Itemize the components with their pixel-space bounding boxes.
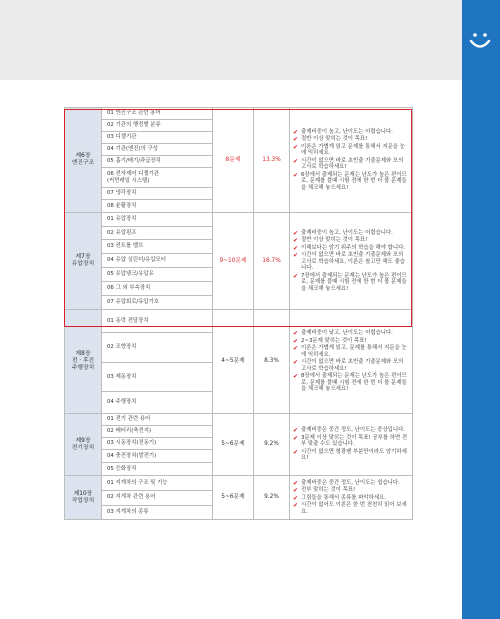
topic-item: 02 지게차 관련 용어 xyxy=(102,490,213,505)
topic-item: 01 전기 관련 용어 xyxy=(102,414,213,426)
tip-item xyxy=(293,136,408,142)
tip-item xyxy=(293,480,408,486)
tip-text: 이해보다는 암기 위주의 학습을 해야 합니다. xyxy=(301,244,406,251)
topic-item: 03 제동장치 xyxy=(102,363,213,392)
side-tab xyxy=(462,0,500,619)
tip-item xyxy=(293,502,408,515)
topic-item: 04 유압 실린더/유압모터 xyxy=(102,254,213,268)
exam-share: 16.7% xyxy=(254,213,290,310)
checkmark-icon: ✔ xyxy=(293,157,299,165)
tip-item xyxy=(293,373,408,392)
table-row xyxy=(65,414,413,426)
table-row xyxy=(65,476,413,491)
tip-item xyxy=(293,487,408,493)
tip-text: 7장에서 출제되는 문제는 난도가 높은 편이므로, 문제를 풀때 시험 전에 한 번 더 볼 문제들을 체크해 놓으세요! xyxy=(301,272,407,292)
tip-text: 시간이 없으면 바로 초빈출 기출문제와 모의고사로 학습하세요! xyxy=(301,359,404,372)
checkmark-icon: ✔ xyxy=(293,487,299,495)
tip-item xyxy=(293,172,408,191)
topic-item: 04 충전장치(발전기) xyxy=(102,450,213,463)
question-count: 5~6문제 xyxy=(213,414,254,476)
checkmark-icon: ✔ xyxy=(293,434,299,442)
topic-item: 01 엔진구조 관련 용어 xyxy=(102,108,213,120)
checkmark-icon: ✔ xyxy=(293,373,299,381)
study-tips xyxy=(290,476,413,520)
table-row xyxy=(65,310,413,333)
checkmark-icon: ✔ xyxy=(293,502,299,510)
tip-item xyxy=(293,345,408,358)
tip-item xyxy=(293,495,408,501)
tip-item xyxy=(293,435,408,448)
checkmark-icon: ✔ xyxy=(293,330,299,338)
tip-item xyxy=(293,245,408,251)
topic-item: 03 디젤기관 xyxy=(102,132,213,144)
tip-item xyxy=(293,144,408,157)
tip-text: 절반 이상 맞히는 것이 목표! xyxy=(301,237,368,244)
tip-text: 출제비중은 중간 정도, 난이도는 쉽습니다. xyxy=(301,480,400,486)
tip-text: 그림들을 통해서 종류를 파악하세요. xyxy=(301,494,386,501)
tip-item xyxy=(293,273,408,292)
exam-share: 8.3% xyxy=(254,310,290,414)
chapter-title: 제6장 엔진구조 xyxy=(65,108,102,213)
tip-text: 시간이 없으면 형광펜 부분만이라도 암기하세요! xyxy=(301,448,407,462)
checkmark-icon: ✔ xyxy=(293,171,299,179)
tip-text: 이론은 가볍게 읽고 문제를 통해서 지문을 눈에 익히세요. xyxy=(301,143,406,157)
tip-item xyxy=(293,427,408,433)
topic-item: 04 주행장치 xyxy=(102,392,213,414)
topic-item: 06 전자제어 디젤기관 (커먼레일 시스템) xyxy=(102,168,213,188)
topic-item: 02 배터리(축전지) xyxy=(102,426,213,438)
topic-item: 08 윤활장치 xyxy=(102,200,213,213)
topic-item: 05 유압탱크/유압유 xyxy=(102,268,213,282)
topic-item: 01 지게차의 구조 및 기능 xyxy=(102,476,213,491)
checkmark-icon: ✔ xyxy=(293,252,299,260)
checkmark-icon: ✔ xyxy=(293,448,299,456)
topic-item: 01 동력 전달장치 xyxy=(102,310,213,333)
topic-item: 01 유압장치 xyxy=(102,213,213,227)
checkmark-icon: ✔ xyxy=(293,237,299,245)
tip-text: 2~3문제 맞히는 것이 목표! xyxy=(301,337,367,344)
exam-share: 9.2% xyxy=(254,476,290,520)
topic-item: 03 컨트롤 밸브 xyxy=(102,240,213,254)
checkmark-icon: ✔ xyxy=(293,128,299,136)
tip-item xyxy=(293,338,408,344)
question-count: 9~10문제 xyxy=(213,213,254,310)
checkmark-icon: ✔ xyxy=(293,272,299,280)
topic-item: 07 유압회로/유압기호 xyxy=(102,296,213,310)
topic-item: 03 지게차의 종류 xyxy=(102,505,213,520)
chapter-title: 제7장 유압장치 xyxy=(65,213,102,310)
question-count: 5~6문제 xyxy=(213,476,254,520)
topic-item: 02 기관의 행정별 분류 xyxy=(102,120,213,132)
tip-text: 시간이 없으면 바로 초빈출 기출문제와 모의고사로 학습하세요, 이론은 참고만 해도 좋습니다. xyxy=(301,252,406,272)
exam-share: 9.2% xyxy=(254,414,290,476)
topic-item: 07 냉각장치 xyxy=(102,188,213,200)
checkmark-icon: ✔ xyxy=(293,136,299,144)
question-count: 4~5문제 xyxy=(213,310,254,414)
checkmark-icon: ✔ xyxy=(293,480,299,487)
topic-item: 02 유압펌프 xyxy=(102,227,213,240)
tip-item xyxy=(293,330,408,336)
checkmark-icon: ✔ xyxy=(293,359,299,367)
tip-text: 3문제 이상 맞히는 것이 목표! 공부를 하면 전부 맞출 수도 있습니다. xyxy=(301,434,408,448)
tip-item xyxy=(293,449,408,462)
study-tips xyxy=(290,414,413,476)
tip-text: 출제비중이 낮고, 난이도는 어렵습니다. xyxy=(301,330,393,337)
question-count: 8문제 xyxy=(213,108,254,213)
topic-item: 03 시동장치(전동기) xyxy=(102,438,213,450)
smiley-icon xyxy=(466,26,494,54)
tip-text: 6장에서 출제되는 문제는 난도가 높은 편이므로, 문제를 풀때 시험 전에 한 번 더 볼 문제들을 체크해 놓으세요! xyxy=(301,171,407,191)
checkmark-icon: ✔ xyxy=(293,229,299,237)
tip-item xyxy=(293,129,408,135)
tip-text: 출제비중이 높고, 난이도는 어렵습니다. xyxy=(301,229,393,236)
topic-item: 02 조향장치 xyxy=(102,333,213,363)
checkmark-icon: ✔ xyxy=(293,427,299,435)
tip-item xyxy=(293,158,408,171)
tip-text: 출제비중이 높고, 난이도는 어렵습니다. xyxy=(301,128,393,135)
tip-text: 이론은 가볍게 읽고, 문제를 통해서 지문을 눈에 익히세요. xyxy=(301,345,407,358)
chapter-title: 제9장 전기장치 xyxy=(65,414,102,476)
checkmark-icon: ✔ xyxy=(293,143,299,151)
tip-text: 출제비중은 중간 정도, 난이도는 중상입니다. xyxy=(301,427,406,434)
topic-item: 05 흡기/배기/과급장치 xyxy=(102,156,213,168)
study-tips xyxy=(290,108,413,213)
topic-item: 04 기관(엔진)의 구성 xyxy=(102,144,213,156)
tip-item xyxy=(293,359,408,372)
checkmark-icon: ✔ xyxy=(293,345,299,353)
tip-text: 시간이 없어도 이론은 한 번 천천히 읽어 보세요. xyxy=(301,502,407,515)
tip-item xyxy=(293,230,408,236)
study-tips xyxy=(290,213,413,310)
study-tips xyxy=(290,310,413,414)
top-band xyxy=(0,0,500,80)
exam-share: 13.3% xyxy=(254,108,290,213)
topic-item: 05 등화장치 xyxy=(102,463,213,476)
tip-item xyxy=(293,252,408,271)
tip-text: 전부 맞히는 것이 목표! xyxy=(301,487,356,494)
table-row xyxy=(65,108,413,120)
checkmark-icon: ✔ xyxy=(293,337,299,345)
tip-text: 8장에서 출제되는 문제는 난도가 높은 편이므로, 문제를 풀때 시험 전에 한 번 더 볼 문제들을 체크해 놓으세요! xyxy=(301,373,407,393)
tip-text: 절반 이상 맞히는 것이 목표! xyxy=(301,136,368,143)
tip-item xyxy=(293,237,408,243)
topic-item: 06 그 외 부속장치 xyxy=(102,282,213,296)
chapter-title: 제10장 작업장치 xyxy=(65,476,102,520)
table-row xyxy=(65,213,413,227)
checkmark-icon: ✔ xyxy=(293,494,299,502)
checkmark-icon: ✔ xyxy=(293,244,299,252)
chapter-title: 제8장 전 · 후진 주행장치 xyxy=(65,310,102,414)
exam-guide-table xyxy=(64,107,412,520)
tip-text: 시간이 없으면 바로 초빈출 기출문제와 모의고사로 학습하세요! xyxy=(301,157,404,171)
